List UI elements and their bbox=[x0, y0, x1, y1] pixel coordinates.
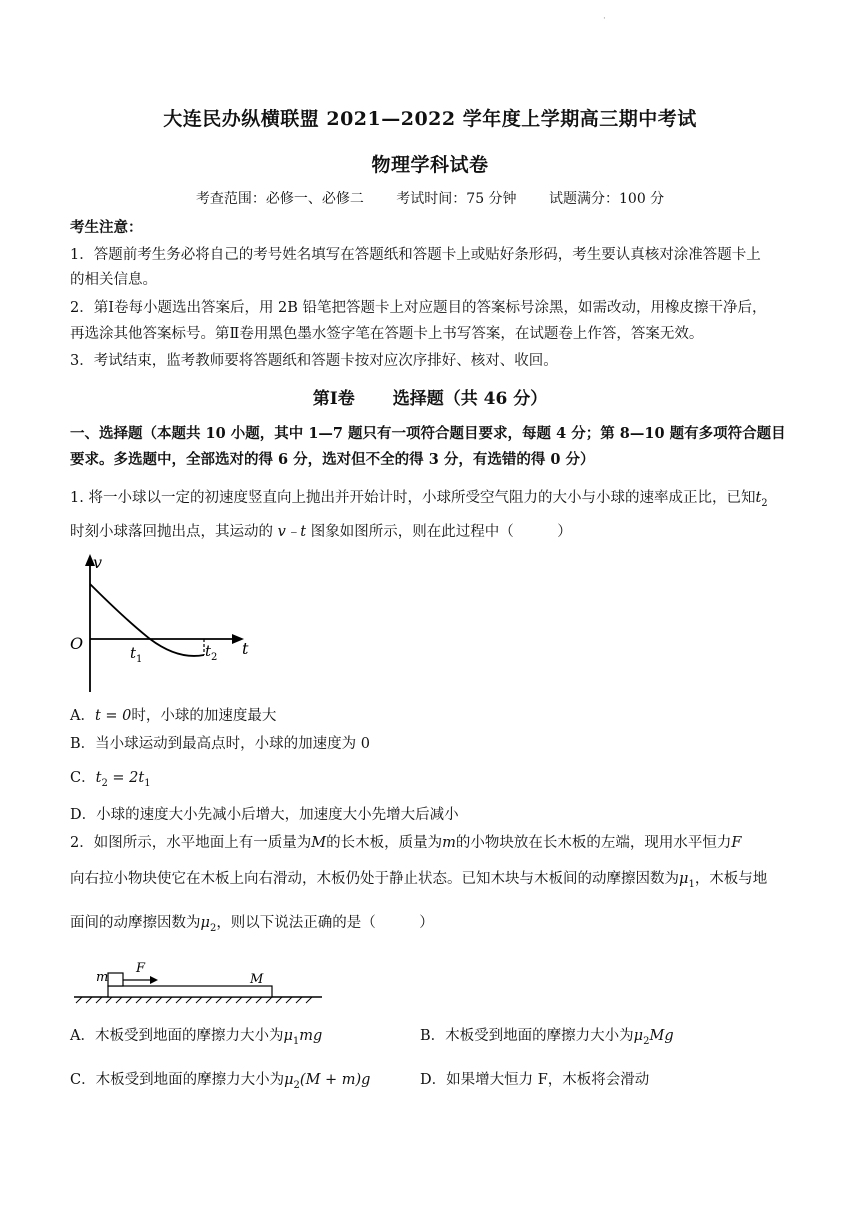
q2-stem-line-1: 2．如图所示，水平地面上有一质量为M的长木板，质量为m的小物块放在长木板的左端，现用水平恒力F bbox=[70, 835, 742, 851]
notice-item-2b: 再选涂其他答案标号。第Ⅱ卷用黑色墨水签字笔在答题卡上书写答案，在试题卷上作答，答案无效。 bbox=[70, 326, 704, 342]
graph-t2-label: t bbox=[205, 642, 212, 660]
q1-option-a: A．t = 0时，小球的加速度最大 bbox=[70, 708, 277, 724]
exam-title: 大连民办纵横联盟 2021—2022 学年度上学期高三期中考试 bbox=[163, 108, 697, 130]
q2-option-d: D．如果增大恒力 F，木板将会滑动 bbox=[420, 1072, 650, 1088]
notice-item-2a: 2．第Ⅰ卷每小题选出答案后，用 2B 铅笔把答题卡上对应题目的答案标号涂黑，如需改动，用橡皮擦干净后， bbox=[70, 300, 767, 316]
fig-f-label: F bbox=[136, 961, 146, 976]
exam-scope: 考查范围：必修一、必修二 bbox=[195, 191, 364, 207]
q2-option-a: A．木板受到地面的摩擦力大小为$\mu_1mg$ bbox=[70, 1028, 323, 1047]
notice-item-1a: 1．答题前考生务必将自己的考号姓名填写在答题纸和答题卡上或贴好条形码，考生要认真核对涂准答题卡上 bbox=[70, 247, 761, 263]
exam-subtitle: 物理学科试卷 bbox=[371, 154, 489, 176]
graph-t2-sub: 2 bbox=[211, 652, 218, 663]
graph-t1-label: t bbox=[130, 644, 137, 662]
fig-m-label: m bbox=[96, 970, 109, 985]
q1-stem-line-1: 1. 将一小球以一定的初速度竖直向上抛出并开始计时，小球所受空气阻力的大小与小球的速率成正比，已知$t_2$ bbox=[70, 490, 768, 509]
q1-option-b: B．当小球运动到最高点时，小球的加速度为 0 bbox=[70, 736, 370, 752]
q2-option-b: B．木板受到地面的摩擦力大小为$\mu_2Mg$ bbox=[420, 1028, 674, 1047]
fig-board-label: M bbox=[250, 972, 264, 987]
exam-score: 试题满分：100 分 bbox=[549, 191, 665, 207]
q2-stem-line-2: 向右拉小物块使它在木板上向右滑动，木板仍处于静止状态。已知木块与木板间的动摩擦因数为$\mu_1$，木板与地 bbox=[70, 871, 768, 890]
section-title bbox=[0, 384, 860, 409]
graph-t1-sub: 1 bbox=[136, 654, 143, 665]
q2-stem-line-3: 面间的动摩擦因数为$\mu_2$，则以下说法正确的是（ ） bbox=[70, 915, 434, 934]
notice-item-3: 3．考试结束，监考教师要将答题纸和答题卡按对应次序排好、核对、收回。 bbox=[70, 353, 558, 369]
q2-option-c: C．木板受到地面的摩擦力大小为$\mu_2(M + m)g$ bbox=[70, 1072, 371, 1091]
graph-v-label: v bbox=[93, 553, 103, 572]
q1-option-c: C．$t_2 = 2t_1$ bbox=[70, 770, 151, 789]
exam-time: 考试时间：75 分钟 bbox=[396, 191, 517, 207]
q2-board-figure bbox=[70, 950, 330, 1010]
exam-meta bbox=[0, 188, 860, 208]
section-part: 第Ⅰ卷 bbox=[312, 389, 355, 409]
section-name: 选择题（共 46 分） bbox=[392, 389, 548, 409]
instructions-line-1: 一、选择题（本题共 10 小题，其中 1—7 题只有一项符合题目要求，每题 4 分；第 8—10 题有多项符合题目 bbox=[70, 425, 786, 442]
q1-vt-graph bbox=[66, 550, 266, 700]
header-mark: · bbox=[603, 14, 606, 24]
graph-t-label: t bbox=[242, 639, 249, 658]
instructions-line-2: 要求。多选题中，全部选对的得 6 分，选对但不全的得 3 分，有选错的得 0 分） bbox=[70, 451, 595, 468]
q1-stem-line-2: 时刻小球落回抛出点，其运动的 v﹣t 图象如图所示，则在此过程中（ ） bbox=[70, 524, 572, 540]
notice-item-1b: 的相关信息。 bbox=[70, 272, 157, 288]
notice-heading: 考生注意： bbox=[70, 219, 143, 236]
graph-origin-label: O bbox=[70, 634, 84, 653]
q1-option-d: D．小球的速度大小先减小后增大，加速度大小先增大后减小 bbox=[70, 807, 459, 823]
